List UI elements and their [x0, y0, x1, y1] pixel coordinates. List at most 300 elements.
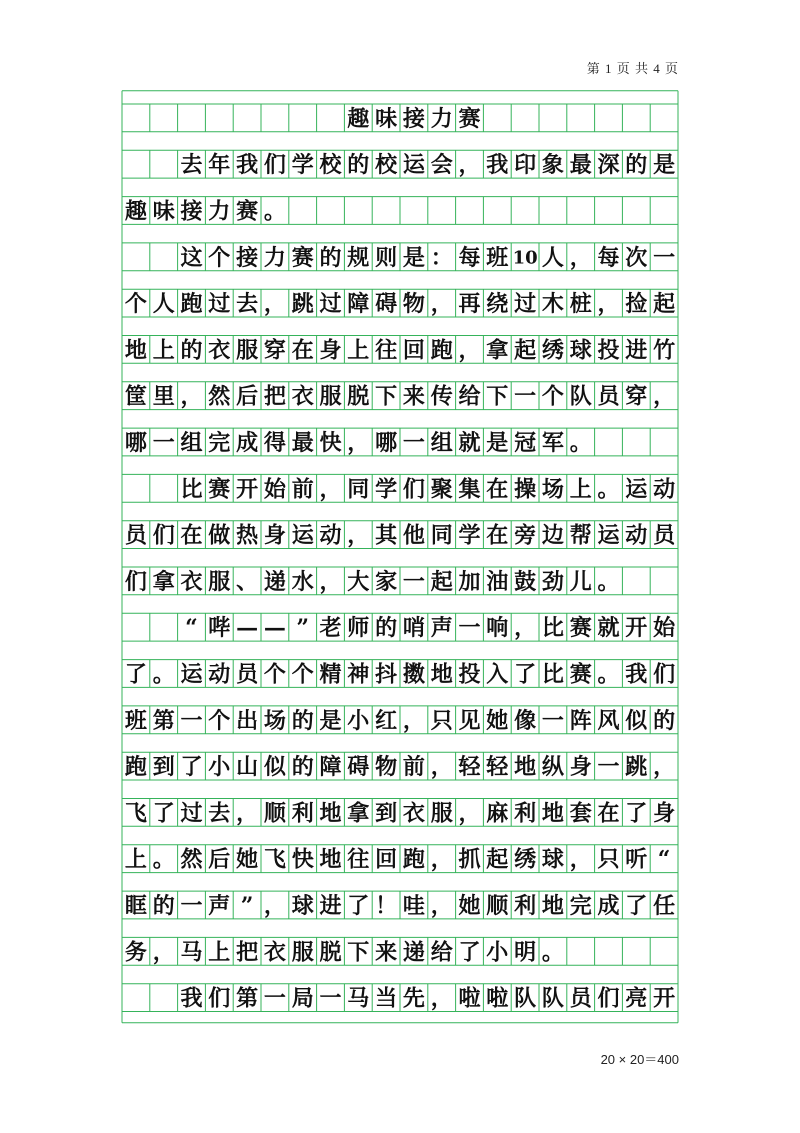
grid-character: 擞	[402, 661, 425, 688]
grid-character: 同	[347, 476, 370, 503]
grid-character: ，	[458, 337, 481, 364]
grid-character: 身	[263, 522, 286, 549]
grid-character: 快	[291, 846, 314, 873]
grid-character: 校	[319, 152, 342, 179]
grid-character: 我	[236, 152, 259, 179]
grid-character: 起	[653, 291, 676, 318]
grid-character: 哨	[402, 615, 425, 642]
grid-character: 个	[208, 707, 231, 734]
grid-character: 的	[625, 152, 648, 179]
grid-character: 赛	[208, 476, 231, 503]
grid-character: 每	[458, 244, 481, 271]
grid-character: 绣	[514, 846, 537, 873]
grid-character: 衣	[291, 383, 314, 410]
grid-character: 亮	[625, 985, 648, 1012]
grid-character: 动	[319, 522, 342, 549]
grid-character: 过	[180, 800, 203, 827]
grid-character: 回	[375, 846, 398, 873]
grid-character: 哪	[375, 430, 398, 456]
grid-character: 在	[597, 800, 620, 827]
grid-character: 趣	[347, 105, 370, 132]
grid-character: 下	[375, 383, 398, 410]
grid-character: 得	[263, 430, 286, 456]
grid-character: 阵	[569, 707, 592, 734]
grid-character: 这	[180, 244, 203, 271]
grid-character: 老	[319, 615, 342, 642]
grid-character: 的	[653, 707, 676, 734]
grid-character: 碍	[347, 754, 370, 781]
grid-character: 绕	[486, 291, 509, 318]
grid-character: 加	[458, 568, 481, 595]
grid-character: 衣	[263, 939, 286, 966]
grid-character: 个	[263, 661, 286, 688]
grid-character: ，	[347, 522, 370, 549]
grid-character: 服	[236, 337, 259, 364]
grid-character: 衣	[402, 800, 425, 827]
grid-character: 一	[152, 430, 175, 456]
grid-character: 队	[514, 985, 537, 1012]
grid-character: 出	[236, 707, 259, 734]
grid-character: 似	[625, 707, 648, 734]
grid-character: 。	[597, 476, 620, 503]
grid-character: 递	[402, 939, 425, 966]
grid-character: 务	[124, 939, 147, 966]
grid-character: ，	[569, 244, 592, 271]
grid-character: ，	[152, 939, 175, 966]
grid-character: 跳	[291, 291, 314, 318]
grid-character: 球	[569, 337, 592, 364]
grid-character: 一	[180, 893, 203, 919]
grid-character: —	[263, 615, 286, 642]
grid-character: ”	[296, 615, 310, 642]
grid-character: 的	[347, 152, 370, 179]
grid-character: 小	[208, 754, 231, 781]
grid-character: 。	[569, 430, 592, 456]
grid-character: 上	[569, 476, 592, 503]
grid-character: ，	[569, 846, 592, 873]
grid-character: 一	[402, 430, 425, 456]
grid-character: 上	[124, 846, 147, 873]
grid-character: 了	[625, 800, 648, 827]
grid-character: 物	[402, 291, 425, 318]
grid-character: 力	[430, 105, 453, 132]
grid-character: 障	[347, 291, 370, 318]
grid-character: 再	[458, 291, 481, 318]
grid-character: 声	[430, 615, 453, 642]
grid-character: 过	[514, 291, 537, 318]
grid-character: 快	[319, 430, 342, 456]
grid-character: 哔	[208, 615, 231, 642]
grid-character: 投	[458, 661, 481, 688]
grid-character: 下	[347, 939, 370, 966]
grid-character: 听	[625, 846, 648, 873]
grid-character: ，	[458, 152, 481, 179]
grid-character: 们	[597, 985, 620, 1012]
grid-character: 味	[152, 198, 175, 225]
grid-character: 服	[430, 800, 453, 827]
grid-character: 把	[236, 939, 259, 966]
grid-character: ”	[240, 893, 254, 919]
grid-character: 他	[402, 522, 425, 549]
grid-character: 人	[541, 244, 564, 271]
grid-character: 明	[514, 939, 537, 966]
grid-character: 在	[291, 337, 314, 364]
grid-character: 班	[124, 707, 147, 734]
grid-character: 纵	[541, 754, 564, 781]
grid-character: 起	[486, 846, 509, 873]
grid-character: 麻	[486, 800, 509, 827]
grid-character: 地	[319, 800, 342, 827]
grid-character: 套	[569, 800, 592, 827]
grid-character: 入	[486, 661, 509, 688]
grid-character: 运	[291, 522, 314, 549]
grid-character: 赛	[458, 105, 481, 132]
grid-character: 开	[236, 476, 259, 503]
grid-character: 军	[541, 430, 564, 456]
grid-character: 眶	[124, 893, 147, 919]
grid-character: 们	[263, 152, 286, 179]
grid-character: 进	[625, 337, 648, 364]
grid-character: 抓	[458, 846, 481, 873]
grid-character: 边	[541, 522, 564, 549]
grid-character: 的	[375, 615, 398, 642]
grid-character: 在	[486, 522, 509, 549]
grid-character: ，	[180, 383, 203, 410]
grid-character: 场	[541, 476, 564, 503]
grid-character: 跑	[402, 846, 425, 873]
grid-character: 动	[653, 476, 676, 503]
grid-character: 木	[541, 291, 564, 318]
grid-character: 跑	[180, 291, 203, 318]
grid-character: ，	[458, 800, 481, 827]
grid-character: 上	[208, 939, 231, 966]
grid-character: 顺	[263, 800, 286, 827]
grid-character: 上	[347, 337, 370, 364]
grid-character: 运	[402, 152, 425, 179]
grid-character: 劲	[541, 568, 564, 595]
grid-character: ，	[430, 985, 453, 1012]
grid-character: 捡	[625, 291, 648, 318]
grid-character: 后	[236, 383, 259, 410]
grid-character: 接	[180, 198, 203, 225]
grid-character: 神	[347, 661, 370, 688]
grid-character: 往	[347, 846, 370, 873]
grid-character: 始	[263, 476, 286, 503]
grid-character: 跑	[124, 754, 147, 781]
grid-character: 抖	[375, 661, 398, 688]
grid-character: 大	[347, 568, 370, 595]
grid-character: 山	[236, 754, 259, 781]
grid-character: 然	[208, 383, 231, 410]
grid-character: 就	[458, 430, 481, 456]
grid-character: 拿	[152, 568, 175, 595]
grid-character: 个	[124, 291, 147, 318]
grid-character: 组	[180, 430, 203, 456]
grid-character: 球	[291, 893, 314, 919]
grid-character: 脱	[347, 383, 370, 410]
grid-character: 只	[430, 707, 453, 734]
grid-character: 员	[653, 522, 676, 549]
grid-character: 学	[458, 522, 481, 549]
grid-character: 聚	[430, 476, 453, 503]
grid-character: 我	[180, 985, 203, 1012]
grid-character: 啦	[486, 985, 509, 1012]
grid-character: 了	[347, 893, 370, 919]
grid-character: 来	[402, 383, 425, 410]
grid-character: 个	[541, 383, 564, 410]
grid-character: 物	[375, 754, 398, 781]
grid-character: 飞	[263, 846, 286, 873]
grid-character: 投	[597, 337, 620, 364]
grid-character: 动	[625, 522, 648, 549]
grid-character: 旁	[514, 522, 537, 549]
grid-character: 帮	[569, 522, 592, 549]
grid-character: 一	[597, 754, 620, 781]
grid-character: 个	[208, 244, 231, 271]
grid-character: 利	[514, 893, 537, 919]
grid-character: 风	[597, 707, 620, 734]
grid-character: 接	[236, 244, 259, 271]
grid-character: 规	[347, 244, 370, 271]
grid-character: ，	[319, 476, 342, 503]
grid-character: 10	[512, 247, 538, 269]
grid-character: 轻	[458, 754, 481, 781]
grid-character: 见	[458, 707, 481, 734]
grid-character: 身	[653, 800, 676, 827]
grid-character: 做	[208, 522, 231, 549]
grid-character: 校	[375, 152, 398, 179]
grid-character: 。	[541, 939, 564, 966]
grid-character: 顺	[486, 893, 509, 919]
grid-character: 队	[569, 383, 592, 410]
grid-character: 服	[208, 568, 231, 595]
grid-character: 力	[263, 244, 286, 271]
grid-character: 最	[291, 430, 314, 456]
grid-character: 任	[653, 893, 676, 919]
essay-text	[125, 106, 677, 1012]
grid-character: 马	[180, 939, 203, 966]
grid-character: 地	[430, 661, 453, 688]
grid-character: 则	[375, 244, 398, 271]
grid-character: 赛	[236, 198, 259, 225]
grid-character: 跑	[430, 337, 453, 364]
grid-character: 的	[152, 893, 175, 919]
grid-character: ，	[653, 754, 676, 781]
grid-character: 绣	[541, 337, 564, 364]
grid-character: ，	[319, 568, 342, 595]
grid-character: 给	[430, 939, 453, 966]
grid-character: 前	[291, 476, 314, 503]
grid-character: 筐	[124, 383, 147, 410]
grid-character: 成	[597, 893, 620, 919]
grid-character: 小	[486, 939, 509, 966]
grid-character: 。	[597, 568, 620, 595]
grid-character: 到	[375, 800, 398, 827]
grid-character: 的	[319, 244, 342, 271]
grid-character: 接	[402, 105, 425, 132]
grid-character: 了	[124, 661, 147, 688]
grid-character: 员	[236, 661, 259, 688]
grid-character: 开	[653, 985, 676, 1012]
grid-character: 们	[402, 476, 425, 503]
grid-character: 油	[486, 568, 509, 595]
grid-character: ！	[375, 893, 398, 919]
grid-character: 她	[458, 893, 481, 919]
grid-character: 地	[514, 754, 537, 781]
grid-character: 轻	[486, 754, 509, 781]
grid-character: 场	[263, 707, 286, 734]
grid-character: 服	[291, 939, 314, 966]
grid-character: 其	[375, 522, 398, 549]
grid-character: ，	[402, 707, 425, 734]
grid-character: 们	[124, 568, 147, 595]
grid-character: 先	[402, 985, 425, 1012]
grid-character: 深	[597, 152, 620, 179]
grid-character: ，	[263, 893, 286, 919]
grid-character: 完	[569, 893, 592, 919]
grid-character: “	[657, 846, 671, 873]
grid-character: 递	[263, 568, 286, 595]
grid-character: 起	[514, 337, 537, 364]
grid-character: 进	[319, 893, 342, 919]
grid-character: 个	[291, 661, 314, 688]
page-number: 第 1 页 共 4 页	[586, 61, 679, 76]
grid-character: 我	[625, 661, 648, 688]
grid-character: 赛	[291, 244, 314, 271]
grid-character: 学	[375, 476, 398, 503]
grid-character: 了	[625, 893, 648, 919]
grid-character: 比	[541, 661, 564, 688]
grid-character: 员	[569, 985, 592, 1012]
grid-character: 一	[514, 383, 537, 410]
grid-character: 一	[402, 568, 425, 595]
grid-character: 像	[514, 707, 537, 734]
grid-character: 球	[541, 846, 564, 873]
grid-character: 跳	[625, 754, 648, 781]
grid-character: 啦	[458, 985, 481, 1012]
grid-character: 我	[486, 152, 509, 179]
grid-character: 前	[402, 754, 425, 781]
grid-character: 运	[597, 522, 620, 549]
grid-character: 鼓	[514, 568, 537, 595]
grid-character: 们	[653, 661, 676, 688]
grid-character: ，	[347, 430, 370, 456]
grid-character: 过	[208, 291, 231, 318]
grid-character: 地	[541, 800, 564, 827]
grid-character: 脱	[319, 939, 342, 966]
grid-character: 次	[625, 244, 648, 271]
grid-character: 第	[236, 985, 259, 1012]
grid-character: 、	[236, 568, 259, 595]
grid-character: 最	[569, 152, 592, 179]
grid-character: 响	[486, 615, 509, 642]
grid-character: 当	[375, 985, 398, 1012]
grid-character: ，	[430, 754, 453, 781]
grid-character: 传	[430, 383, 453, 410]
grid-character: 比	[541, 615, 564, 642]
grid-character: 一	[180, 707, 203, 734]
grid-character: 里	[152, 383, 175, 410]
grid-character: 在	[486, 476, 509, 503]
grid-character: 。	[152, 846, 175, 873]
grid-character: 一	[263, 985, 286, 1012]
grid-character: 小	[347, 707, 370, 734]
grid-character: 桩	[569, 291, 592, 318]
grid-character: 队	[541, 985, 564, 1012]
grid-character: 员	[124, 522, 147, 549]
grid-character: 。	[263, 198, 286, 225]
grid-character: ，	[430, 291, 453, 318]
grid-character: 来	[375, 939, 398, 966]
grid-character: ，	[597, 291, 620, 318]
grid-character: 在	[180, 522, 203, 549]
grid-character: 一	[541, 707, 564, 734]
grid-character: 冠	[514, 430, 537, 456]
grid-character: 动	[208, 661, 231, 688]
grid-character: 把	[263, 383, 286, 410]
grid-character: 去	[208, 800, 231, 827]
grid-character: ：	[430, 244, 453, 271]
grid-character: ，	[653, 383, 676, 410]
grid-character: “	[185, 615, 198, 642]
grid-character: 拿	[347, 800, 370, 827]
grid-character: 始	[653, 615, 676, 642]
grid-character: 飞	[124, 800, 147, 827]
grid-character: 拿	[486, 337, 509, 364]
grid-character: 马	[347, 985, 370, 1012]
grid-character: 到	[152, 754, 175, 781]
grid-character: 员	[597, 383, 620, 410]
grid-character: 哪	[124, 430, 147, 456]
grid-character: 衣	[180, 568, 203, 595]
grid-character: ，	[236, 800, 259, 827]
grid-character: 给	[458, 383, 481, 410]
grid-character: 。	[597, 661, 620, 688]
grid-character: 运	[625, 476, 648, 503]
grid-character: 障	[319, 754, 342, 781]
grid-character: 竹	[653, 337, 676, 364]
grid-character: 儿	[569, 568, 592, 595]
grid-character: 利	[514, 800, 537, 827]
grid-character: 家	[375, 568, 398, 595]
grid-character: 趣	[124, 198, 147, 225]
grid-character: 师	[347, 615, 370, 642]
grid-character: 。	[152, 661, 175, 688]
grid-character: 是	[653, 152, 676, 179]
grid-character: 人	[152, 291, 175, 318]
grid-character: 了	[152, 800, 175, 827]
grid-count: 20 × 20＝400	[600, 1052, 679, 1067]
grid-character: 热	[236, 522, 259, 549]
grid-character: 们	[152, 522, 175, 549]
grid-character: 成	[236, 430, 259, 456]
grid-character: 的	[180, 337, 203, 364]
grid-character: 她	[486, 707, 509, 734]
grid-character: 下	[486, 383, 509, 410]
grid-character: 身	[319, 337, 342, 364]
grid-character: 去	[236, 291, 259, 318]
grid-character: 学	[291, 152, 314, 179]
grid-character: 开	[625, 615, 648, 642]
grid-character: 是	[486, 430, 509, 456]
grid-character: 哇	[402, 893, 425, 919]
grid-character: 了	[458, 939, 481, 966]
grid-character: 操	[514, 476, 537, 503]
grid-character: 上	[152, 337, 175, 364]
grid-character: 穿	[625, 383, 648, 410]
grid-character: 班	[486, 244, 509, 271]
grid-character: 身	[569, 754, 592, 781]
